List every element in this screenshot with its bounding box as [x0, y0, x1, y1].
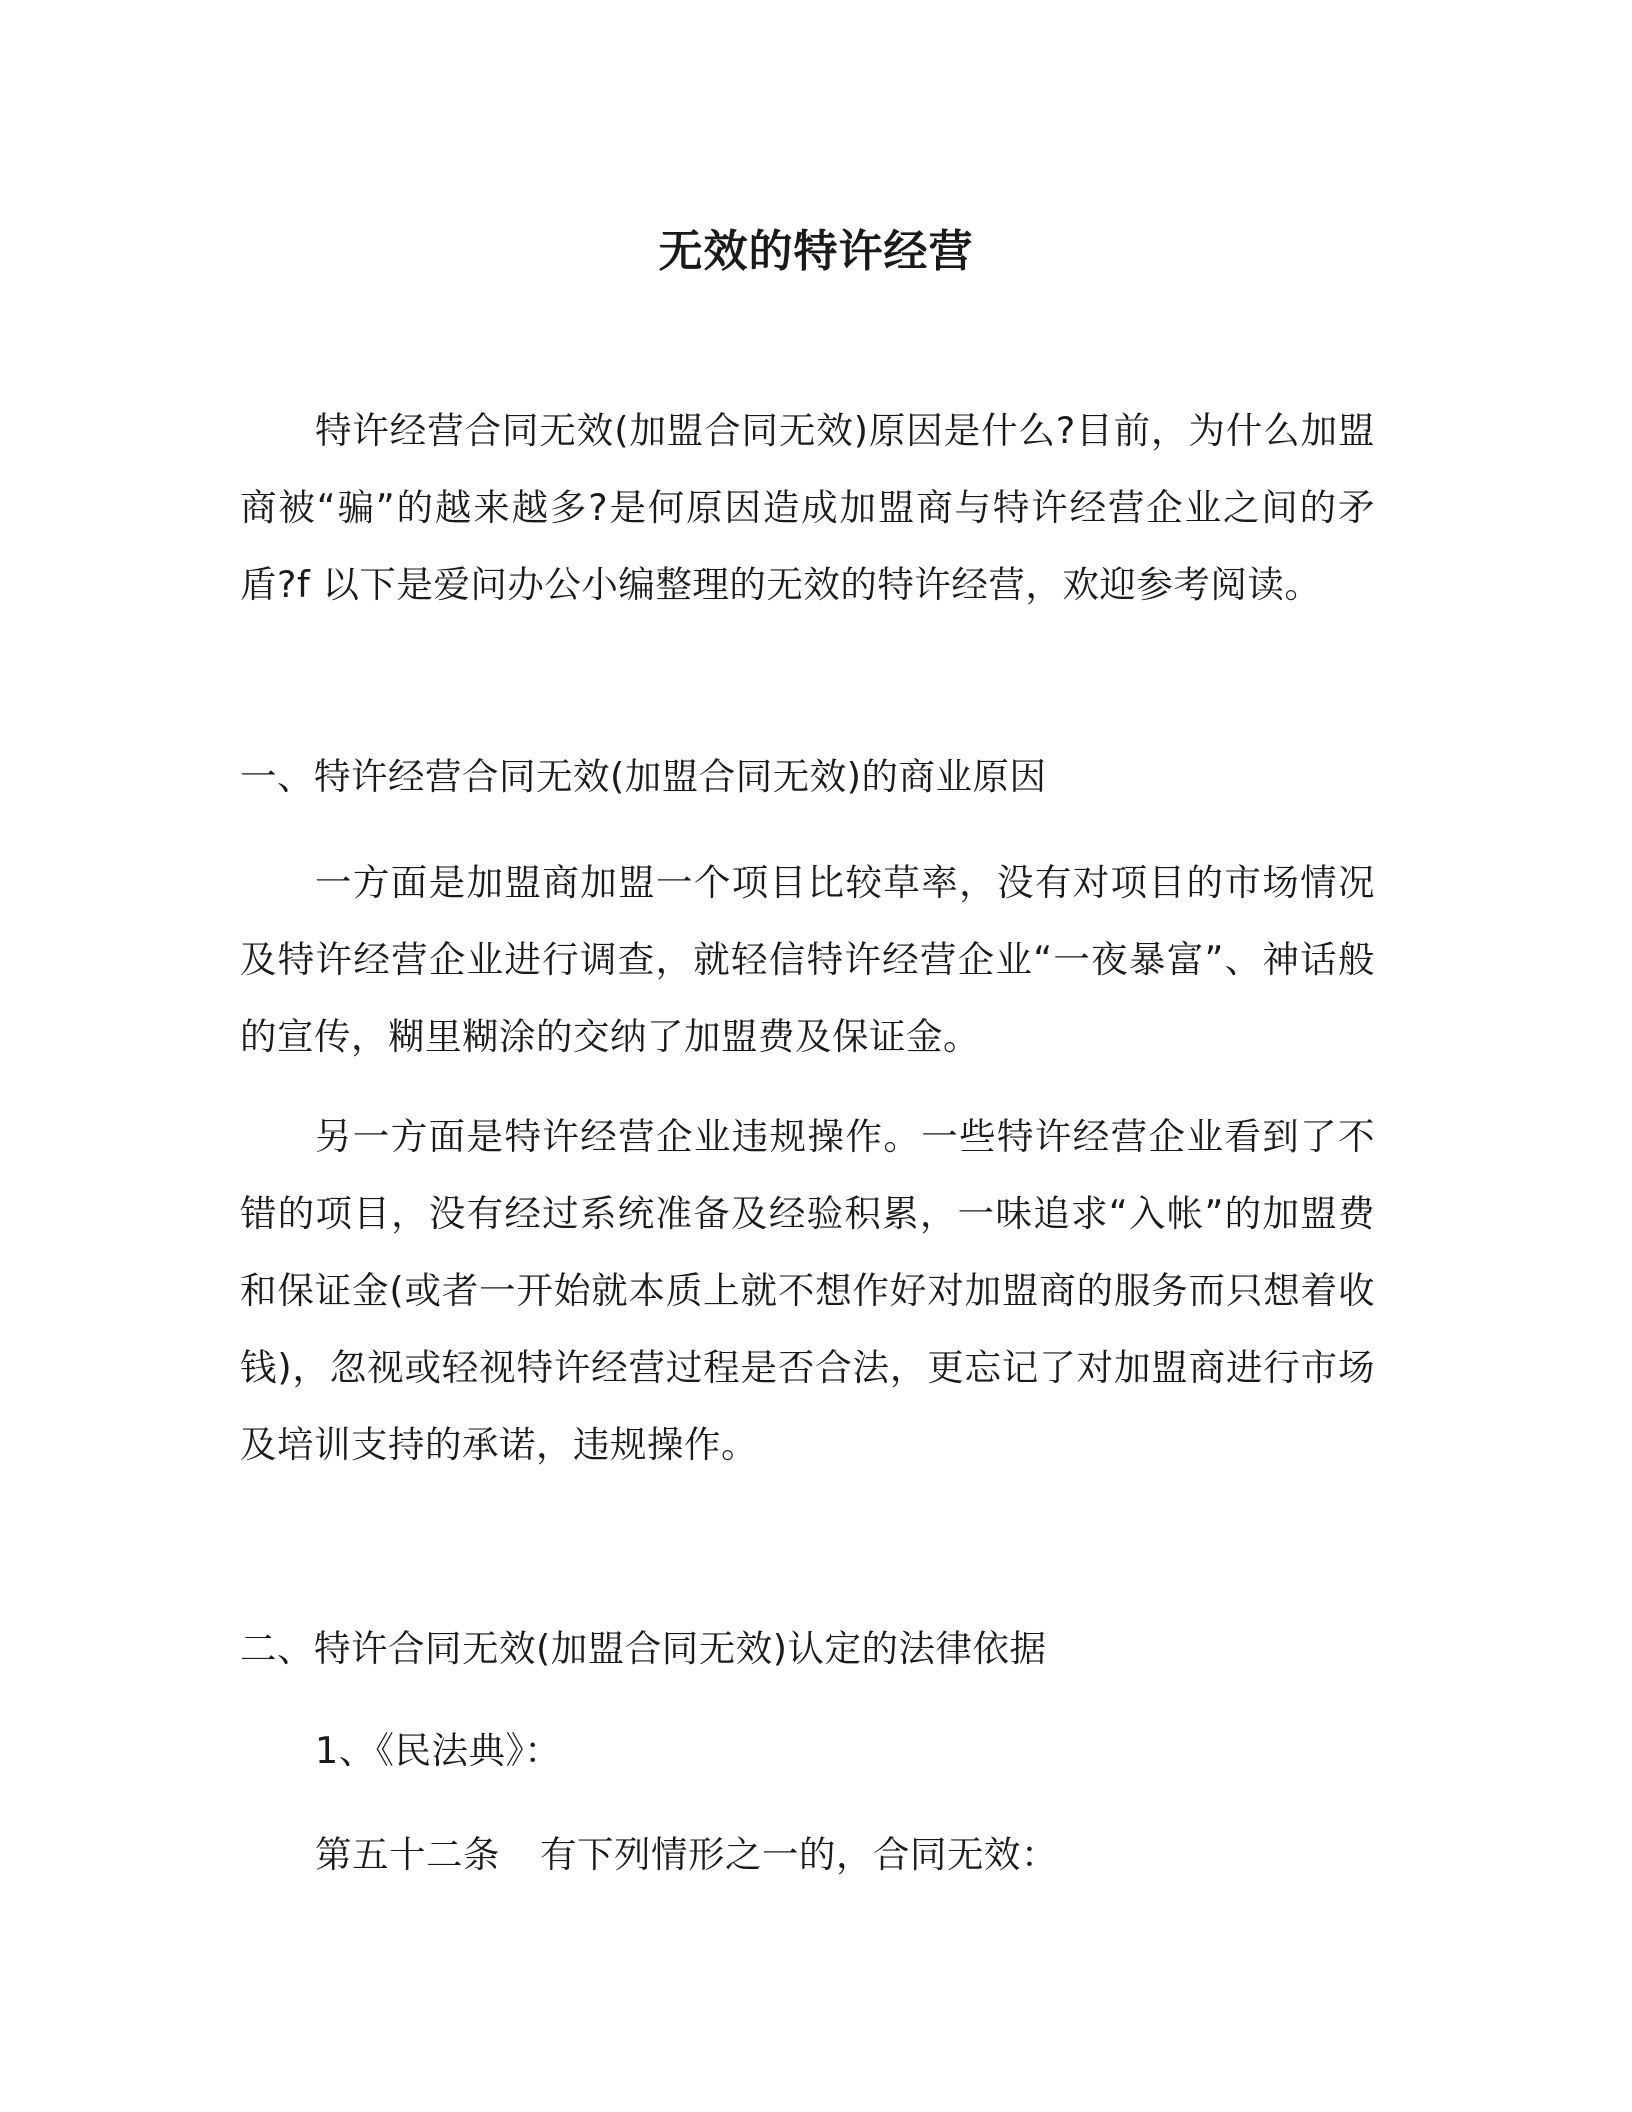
- document-title: 无效的特许经营: [658, 226, 974, 277]
- section-2-heading: 二、特许合同无效(加盟合同无效)认定的法律依据: [240, 1627, 1047, 1670]
- section-1-paragraph-1: 一方面是加盟商加盟一个项目比较草率，没有对项目的市场情况及特许经营企业进行调查，就轻信特许经营企业“一夜暴富”、神话般的宣传，糊里糊涂的交纳了加盟费及保证金。: [240, 861, 1375, 1058]
- section-1-paragraph-2: 另一方面是特许经营企业违规操作。一些特许经营企业看到了不错的项目，没有经过系统准备及经验积累，一味追求“入帐”的加盟费和保证金(或者一开始就本质上就不想作好对加盟商的服务而只想着收钱)，忽视或轻视特许经营过程是否合法，更忘记了对加盟商进行市场及培训支持的承诺，违规操作。: [240, 1115, 1375, 1466]
- intro-paragraph: 特许经营合同无效(加盟合同无效)原因是什么?目前，为什么加盟商被“骗”的越来越多?是何原因造成加盟商与特许经营企业之间的矛盾?f 以下是爱问办公小编整理的无效的特许经营，欢迎参考阅读。: [240, 409, 1375, 606]
- article-52-line: [315, 1816, 1375, 1893]
- article-text: 有下列情形之一的，合同无效：: [540, 1833, 1058, 1876]
- article-label: 第五十二条: [315, 1833, 500, 1876]
- section-1-heading: 一、特许经营合同无效(加盟合同无效)的商业原因: [240, 755, 1047, 798]
- section-2-item-1: 1、《民法典》：: [315, 1729, 562, 1772]
